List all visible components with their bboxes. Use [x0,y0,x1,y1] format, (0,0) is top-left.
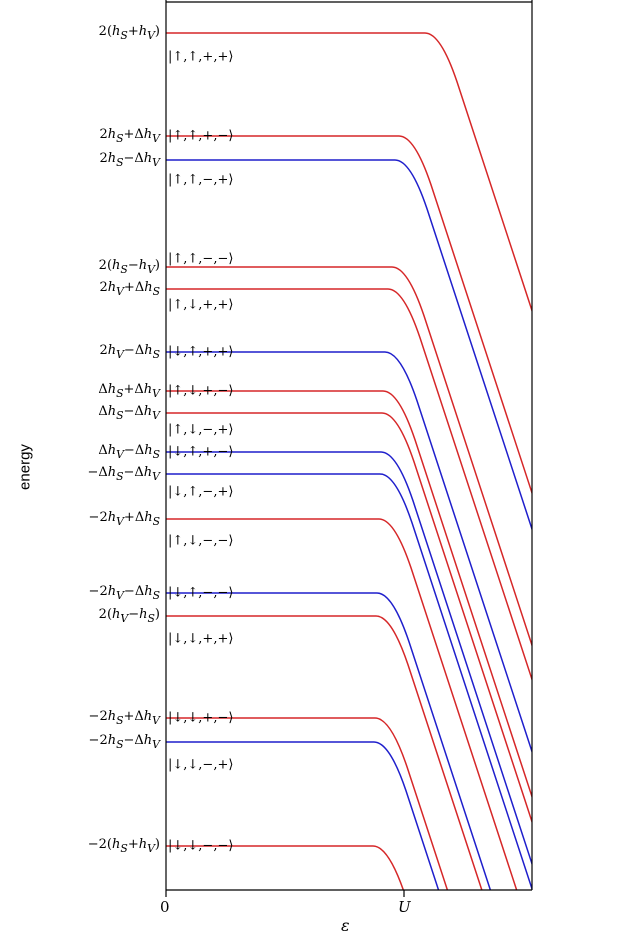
energy-level-label: $2h_S-\Delta h_V$ [99,151,160,169]
state-ket-label: |↓,↓,+,+⟩ [168,631,234,647]
energy-level-label: $\Delta h_V-\Delta h_S$ [98,443,160,461]
state-ket-label: |↓,↑,+,+⟩ [168,344,234,360]
state-ket-label: |↓,↓,−,+⟩ [168,757,234,773]
energy-level-label: $2(h_S+h_V)$ [98,24,160,42]
energy-level-label: $-\Delta h_S-\Delta h_V$ [87,465,160,483]
energy-level-label: $2h_S+\Delta h_V$ [99,127,160,145]
state-ket-label: |↑,↑,+,+⟩ [168,49,234,65]
energy-level-label: $-2h_S+\Delta h_V$ [88,709,160,727]
energy-level-label: $2h_V-\Delta h_S$ [99,343,160,361]
xtick-label-0: 0 [160,898,170,916]
energy-level-label: $\Delta h_S+\Delta h_V$ [98,382,160,400]
state-ket-label: |↑,↓,−,+⟩ [168,422,234,438]
state-ket-label: |↑,↓,+,+⟩ [168,297,234,313]
state-ket-label: |↑,↑,−,+⟩ [168,172,234,188]
energy-level-label: $2h_V+\Delta h_S$ [99,280,160,298]
state-ket-label: |↓,↑,−,+⟩ [168,484,234,500]
energy-level-label: $2(h_S-h_V)$ [98,258,160,276]
energy-level-label: $-2h_V-\Delta h_S$ [88,584,160,602]
state-ket-label: |↓,↓,−,−⟩ [168,838,234,854]
energy-level-label: $\Delta h_S-\Delta h_V$ [98,404,160,422]
energy-level-label: $-2h_S-\Delta h_V$ [88,733,160,751]
x-axis-label: ε [341,916,350,935]
energy-level-label-column [0,0,160,934]
state-ket-label: |↑,↓,−,−⟩ [168,533,234,549]
state-ket-label: |↑,↑,+,−⟩ [168,128,234,144]
y-axis-label: energy [16,444,34,490]
state-ket-label-column [168,0,308,934]
state-ket-label: |↑,↓,+,−⟩ [168,383,234,399]
xtick-label-U: U [398,898,411,916]
state-ket-label: |↓,↑,−,−⟩ [168,585,234,601]
energy-level-label: $-2(h_S+h_V)$ [87,837,160,855]
energy-level-label: $-2h_V+\Delta h_S$ [88,510,160,528]
state-ket-label: |↑,↑,−,−⟩ [168,251,234,267]
state-ket-label: |↓,↑,+,−⟩ [168,444,234,460]
state-ket-label: |↓,↓,+,−⟩ [168,710,234,726]
energy-level-label: $2(h_V-h_S)$ [98,607,160,625]
